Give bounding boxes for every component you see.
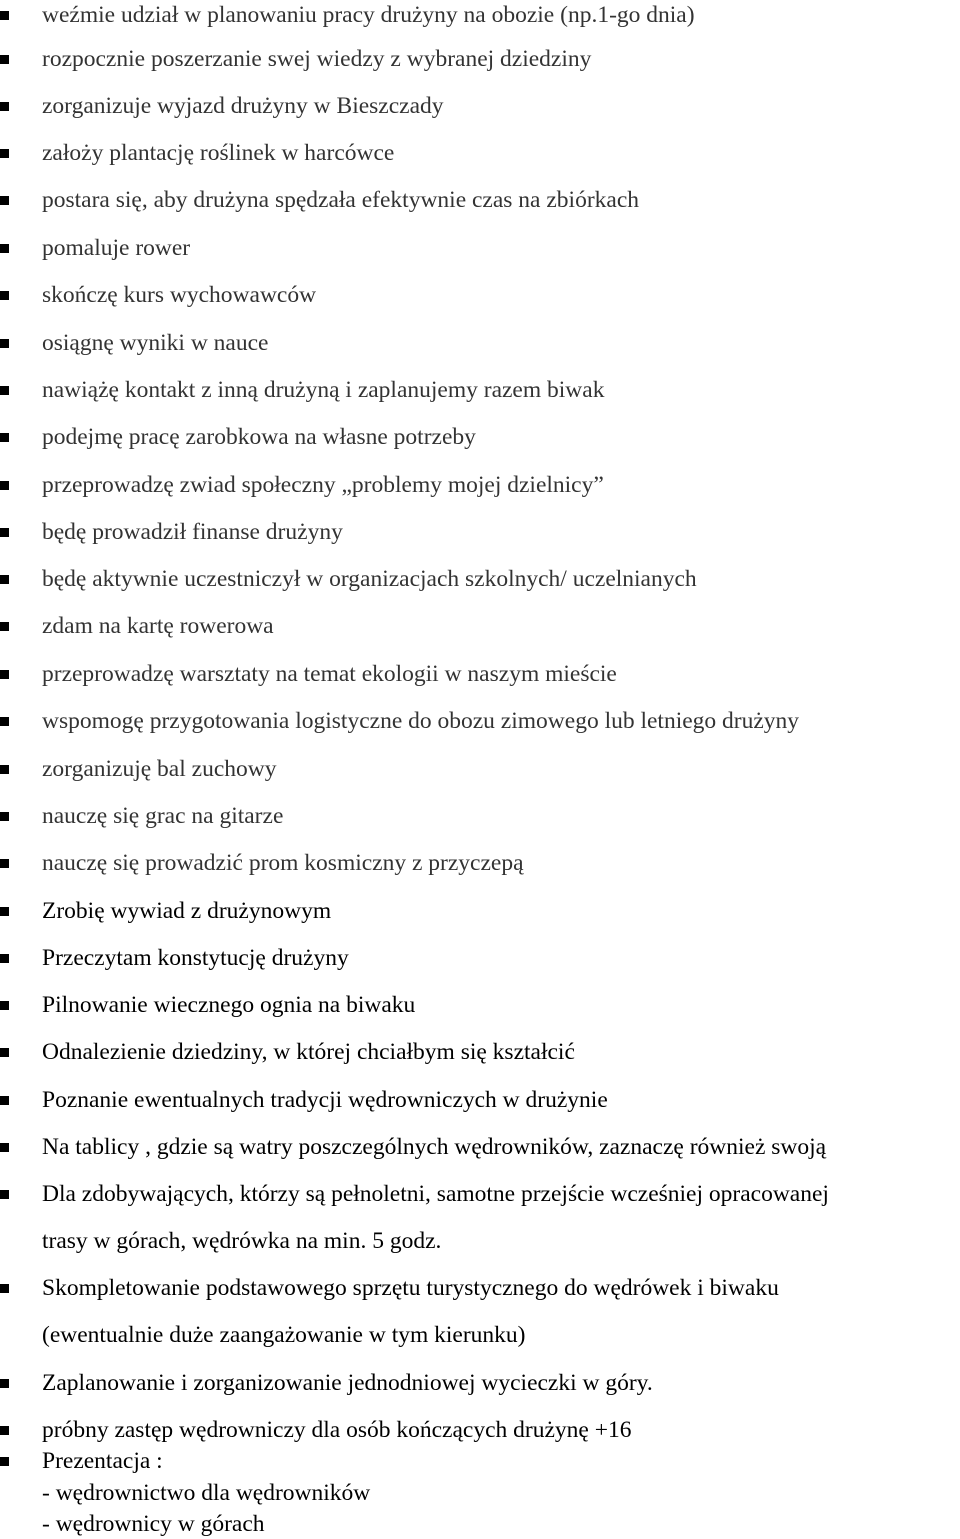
- list-item-continuation: (ewentualnie duże zaangażowanie w tym kierunku): [42, 1322, 526, 1348]
- bullet-square-icon: [0, 291, 9, 300]
- bullet-square-icon: [0, 102, 9, 111]
- bullet-square-icon: [0, 1096, 9, 1105]
- bullet-square-icon: [0, 1284, 9, 1293]
- bullet-square-icon: [0, 1457, 9, 1466]
- bullet-square-icon: [0, 1048, 9, 1057]
- bullet-square-icon: [0, 622, 9, 631]
- bullet-square-icon: [0, 717, 9, 726]
- bullet-square-icon: [0, 11, 9, 20]
- bullet-square-icon: [0, 1143, 9, 1152]
- bullet-square-icon: [0, 670, 9, 679]
- document-page: weźmie udział w planowaniu pracy drużyny na obozie (np.1-go dnia) rozpocznie poszerzanie swej wiedzy z wybranej dziedziny zorganizuje wyjazd drużyny w Bieszczady założy plantację roślinek w harcówce postara się, aby drużyna spędzała efektywnie czas na zbiórkach pomaluje rower skończę kurs wychowawców osiągnę wyniki w nauce nawiążę kontakt z inną drużyną i zaplanujemy razem biwak podejmę pracę zarobkowa na własne potrzeby przeprowadzę zwiad społeczny „problemy mojej dzielnicy” będę prowadził finanse drużyny będę aktywnie uczestniczył w organizacjach szkolnych/ uczelnianych zdam na kartę rowerowa przeprowadzę warsztaty na temat ekologii w naszym mieście wspomogę przygotowania logistyczne do obozu zimowego lub letniego drużyny zorganizuję bal zuchowy nauczę się grac na gitarze nauczę się prowadzić prom kosmiczny z przyczepą Zrobię wywiad z drużynowym Przeczytam konstytucję drużyny Pilnowanie wiecznego ognia na biwaku Odnalezienie dziedziny, w której chciałbym się kształcić Poznanie ewentualnych tradycji wędrowniczych w drużynie Na tablicy , gdzie są watry poszczególnych wędrowników, zaznaczę również swoją Dla zdobywających, którzy są pełnoletni, samotne przejście wcześniej opracowanej trasy w górach, wędrówka na min. 5 godz. Skompletowanie podstawowego sprzętu turystycznego do wędrówek i biwaku (ewentualnie duże zaangażowanie w tym kierunku) Zaplanowanie i zorganizowanie jednodniowej wycieczki w góry. próbny zastęp wędrowniczy dla osób kończących drużynę +16 Prezentacja : - wędrownictwo dla wędrowników - wędrownicy w górach: [0, 0, 960, 1539]
- list-item-continuation: - wędrownicy w górach: [42, 1511, 265, 1537]
- bullet-square-icon: [0, 1426, 9, 1435]
- bullet-square-icon: [0, 1001, 9, 1010]
- bullet-square-icon: [0, 528, 9, 537]
- bullet-square-icon: [0, 765, 9, 774]
- bullet-square-icon: [0, 55, 9, 64]
- bullet-square-icon: [0, 575, 9, 584]
- bullet-square-icon: [0, 386, 9, 395]
- bullet-square-icon: [0, 1190, 9, 1199]
- bullet-square-icon: [0, 339, 9, 348]
- list-item-continuation: trasy w górach, wędrówka na min. 5 godz.: [42, 1228, 442, 1254]
- list-item-continuation: - wędrownictwo dla wędrowników: [42, 1480, 371, 1506]
- bullet-square-icon: [0, 812, 9, 821]
- bullet-square-icon: [0, 433, 9, 442]
- bullet-square-icon: [0, 954, 9, 963]
- bullet-square-icon: [0, 481, 9, 490]
- bullet-square-icon: [0, 859, 9, 868]
- bullet-square-icon: [0, 149, 9, 158]
- bullet-square-icon: [0, 1379, 9, 1388]
- bullet-square-icon: [0, 907, 9, 916]
- bullet-square-icon: [0, 244, 9, 253]
- bullet-square-icon: [0, 196, 9, 205]
